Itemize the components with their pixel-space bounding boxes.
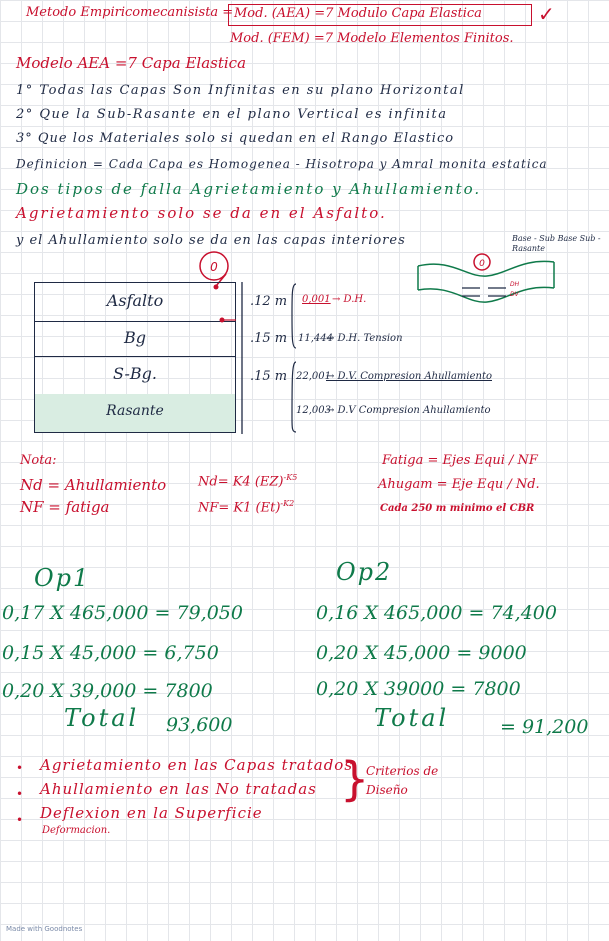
op2-total-value: = 91,200 [500,716,589,738]
nota-nd: Nd = Ahullamiento [20,476,167,494]
layer-result-3: → D.V. Compresion Ahullamiento [326,371,492,382]
op1-total-label: Total [64,704,140,732]
criterios-label: Criterios de Diseño [366,764,439,798]
svg-text:DV: DV [510,291,519,298]
layer-result-2: → D.H. Tension [326,333,403,344]
definicion: Definicion = Cada Capa es Homogenea - Hisotropa y Amral monita estatica [16,157,548,171]
modelo-title: Modelo AEA =7 Capa Elastica [16,54,247,72]
op1-total-value: 93,600 [166,714,233,736]
formula-nd: Nd= K4 (EZ)$^{-K5}$ [198,473,298,490]
criterio-2: Ahullamiento en las No tratadas [40,780,317,798]
op2-row-3: 0,20 X 39000 = 7800 [316,678,521,700]
deformation-sketch [412,248,562,318]
fatiga-note: Fatiga = Ejes Equi / NF [382,453,538,468]
bullet-dot-2: • [16,787,24,801]
layer-bg-label: Bg [124,328,146,347]
header-line2: Mod. (FEM) =7 Modelo Elementos Finitos. [230,31,514,46]
ahullamiento-note: y el Ahullamiento solo se da en las capas interiores [16,233,406,248]
modelo-item-3: 3° Que los Materiales solo si quedan en el Rango Elastico [16,131,455,146]
layer-sbg-label: S-Bg. [112,364,158,383]
layer-value-1: 0,001 [302,294,331,305]
nota-title: Nota: [20,453,57,468]
op2-row-2: 0,20 X 45,000 = 9000 [316,642,527,664]
op1-row-3: 0,20 X 39,000 = 7800 [2,680,213,702]
checkmark-icon: ✓ [538,2,555,26]
header-title: Metodo Empiricomecanisista = [26,5,234,20]
layer-value-4: 12,003 [296,405,331,416]
nota-nf: NF = fatiga [20,498,110,516]
layer-value-2: 11,444 [298,333,333,344]
formula-nf: NF= K1 $(Et)^{-K2}$ [198,499,295,516]
criterio-1: Agrietamiento en las Capas tratados [40,756,354,774]
thickness-3: .15 m [250,369,288,384]
layer-rasante-label: Rasante [106,403,164,419]
op2-row-1: 0,16 X 465,000 = 74,400 [316,602,557,624]
thickness-2: .15 m [250,331,288,346]
bullet-dot-3: • [16,813,24,827]
criterio-3: Deflexion en la Superficie [40,804,263,822]
modelo-item-2: 2° Que la Sub-Rasante en el plano Vertical es infinita [16,107,448,122]
op2-title: Op2 [336,558,393,586]
capas-label: Base - Sub Base Sub - Rasante [512,234,601,254]
curly-brace: } [340,752,370,806]
tipos-falla: Dos tipos de falla Agrietamiento y Ahullamiento. [16,180,482,198]
modelo-item-1: 1° Todas las Capas Son Infinitas en su plano Horizontal [16,83,465,98]
cada-note: Cada 250 m minimo el CBR [380,503,535,514]
layer-result-1: → D.H. [332,294,367,305]
marker-label: 0 [210,260,218,274]
op1-row-2: 0,15 X 45,000 = 6,750 [2,642,219,664]
svg-text:DH: DH [510,281,520,288]
agrietamiento-note: Agrietamiento solo se da en el Asfalto. [16,204,387,222]
header-box-text: Mod. (AEA) =7 Modulo Capa Elastica [234,6,482,21]
layer-asfalto [34,282,236,322]
layer-rasante [34,394,236,433]
deformacion-note: Deformacion. [42,825,111,836]
formula-nf-exponent: -K2 [280,499,295,508]
ahugam-note: Ahugam = Eje Equ / Nd. [378,477,540,492]
svg-text:0: 0 [479,259,485,269]
formula-nd-exponent: -K5 [283,473,298,482]
layer-asfalto-label: Asfalto [106,291,164,310]
layer-result-4: → D.V Compresion Ahullamiento [326,405,491,416]
thickness-1: .12 m [250,294,288,309]
layer-sbg [34,356,236,395]
goodnotes-watermark: Made with Goodnotes [6,925,83,933]
layer-bg [34,320,236,357]
layer-value-3: 22,001 [296,371,331,382]
op1-row-1: 0,17 X 465,000 = 79,050 [2,602,243,624]
bullet-dot-1: • [16,761,24,775]
op2-total-label: Total [374,704,450,732]
op1-title: Op1 [34,564,91,592]
